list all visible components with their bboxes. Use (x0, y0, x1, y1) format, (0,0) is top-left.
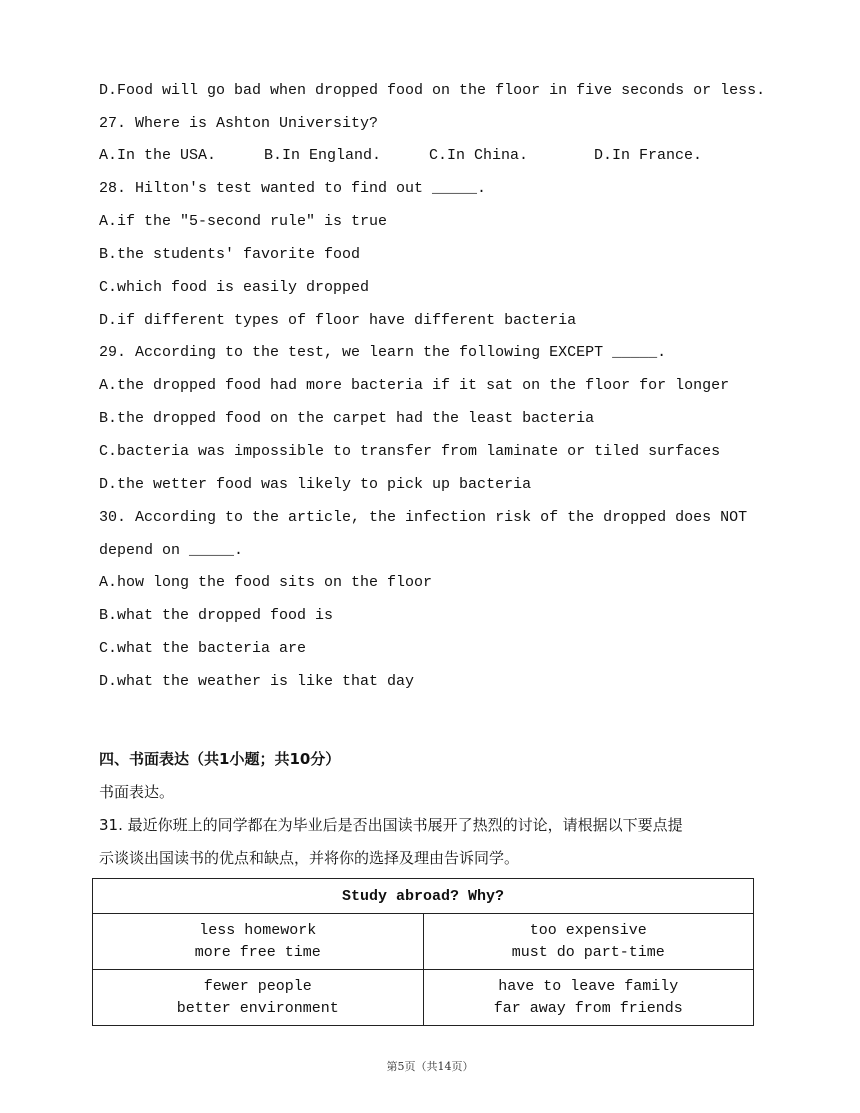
table-header: Study abroad? Why? (93, 879, 754, 914)
q30-option-c: C.what the bacteria are (99, 640, 307, 657)
q27-option-c: C.In China. (429, 147, 529, 164)
section-subtitle: 书面表达。 (99, 783, 175, 801)
study-abroad-table (92, 878, 754, 1026)
q29-option-b: B.the dropped food on the carpet had the least bacteria (99, 410, 595, 427)
q28-option-a: A.if the "5-second rule" is true (99, 213, 388, 230)
q26-option-d: D.Food will go bad when dropped food on the floor in five seconds or less. (99, 82, 766, 99)
q28-option-b: B.the students' favorite food (99, 246, 361, 263)
q29-option-a: A.the dropped food had more bacteria if it sat on the floor for longer (99, 377, 730, 394)
q29-option-d: D.the wetter food was likely to pick up bacteria (99, 476, 532, 493)
question-29: 29. According to the test, we learn the following EXCEPT _____. (99, 344, 667, 361)
question-27: 27. Where is Ashton University? (99, 115, 379, 132)
table-cell-pros (93, 914, 424, 970)
q27-option-a: A.In the USA. (99, 147, 217, 164)
question-30: 30. According to the article, the infection risk of the dropped does NOT (99, 509, 748, 526)
table-header-row (93, 879, 754, 914)
q27-option-d: D.In France. (594, 147, 703, 164)
cell-line: better environment (176, 999, 339, 1017)
section-heading: 四、书面表达（共1小题；共10分） (99, 750, 341, 768)
question-30-continued: depend on _____. (99, 542, 244, 559)
writing-prompt-line-1: 31. 最近你班上的同学都在为毕业后是否出国读书展开了热烈的讨论，请根据以下要点提 (99, 816, 683, 834)
q27-option-b: B.In England. (264, 147, 382, 164)
page-footer: 第5页（共14页） (386, 1060, 474, 1073)
cell-line: must do part-time (511, 943, 665, 961)
cell-line: have to leave family (498, 977, 679, 995)
question-28: 28. Hilton's test wanted to find out _____. (99, 180, 487, 197)
q28-option-d: D.if different types of floor have different bacteria (99, 312, 577, 329)
table-cell-cons (423, 970, 754, 1026)
cell-line: fewer people (203, 977, 312, 995)
q28-option-c: C.which food is easily dropped (99, 279, 370, 296)
cell-line: less homework (199, 921, 317, 939)
question-27-options (99, 146, 739, 166)
writing-prompt-line-2: 示谈谈出国读书的优点和缺点，并将你的选择及理由告诉同学。 (99, 849, 520, 867)
table-cell-cons (423, 914, 754, 970)
q30-option-b: B.what the dropped food is (99, 607, 334, 624)
cell-line: far away from friends (493, 999, 683, 1017)
table-row (93, 970, 754, 1026)
table-row (93, 914, 754, 970)
table-cell-pros (93, 970, 424, 1026)
cell-line: too expensive (529, 921, 647, 939)
cell-line: more free time (194, 943, 321, 961)
q29-option-c: C.bacteria was impossible to transfer from laminate or tiled surfaces (99, 443, 721, 460)
q30-option-a: A.how long the food sits on the floor (99, 574, 433, 591)
q30-option-d: D.what the weather is like that day (99, 673, 415, 690)
